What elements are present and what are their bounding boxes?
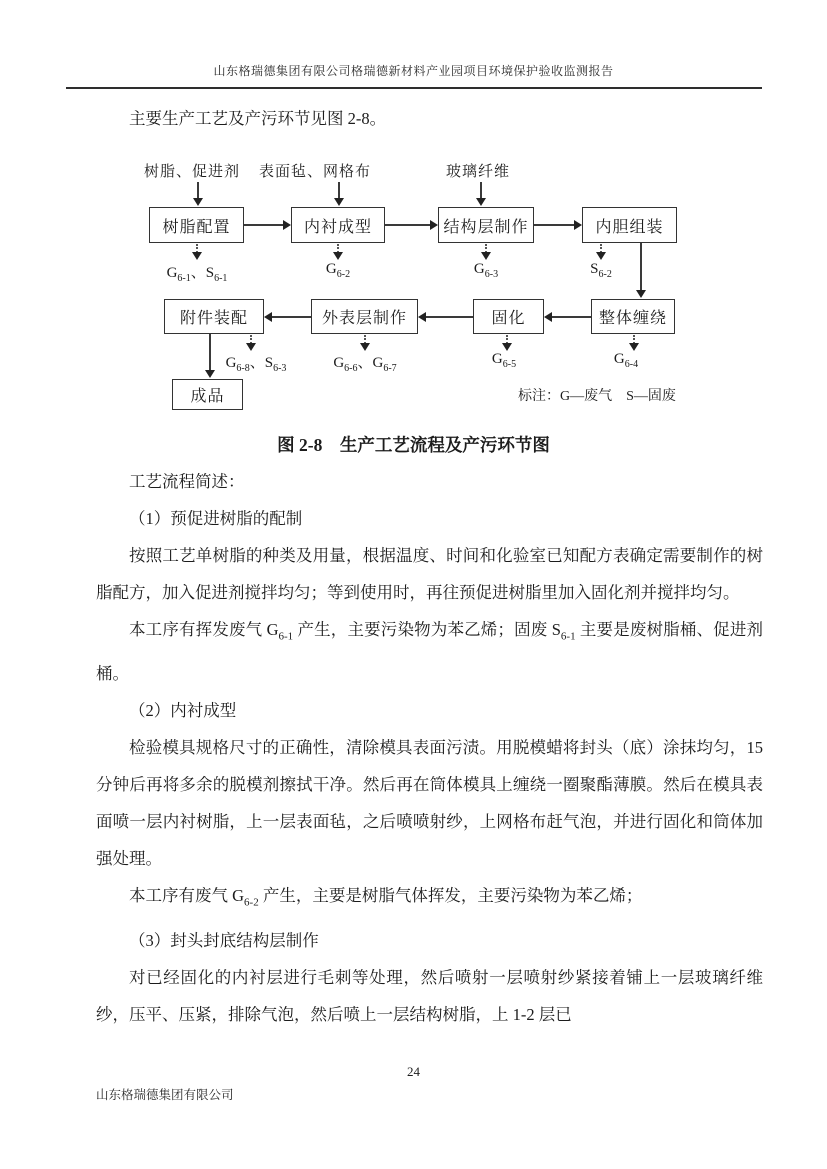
arrowhead-down-icon <box>481 252 491 260</box>
arrowhead-left-icon <box>264 312 272 322</box>
flowchart-legend-note: 标注：G—废气 S—固废 <box>518 389 676 404</box>
process-box-inner-tank-assembly: 内胆组装 <box>582 207 677 243</box>
emission-label: $G_{6-1}$、$S_{6-1}$ <box>166 265 228 284</box>
paragraph-step2-heading: （2）内衬成型 <box>129 701 237 721</box>
arrowhead-down-icon <box>360 343 370 351</box>
arrowhead-down-icon <box>333 252 343 260</box>
emission-label: $S_{6-2}$ <box>590 261 612 280</box>
arrowhead-down-icon <box>636 290 646 298</box>
emission-label: $G_{6-4}$ <box>613 351 639 370</box>
process-box-outer-layer: 外表层制作 <box>311 299 418 334</box>
process-box-resin-preparation: 树脂配置 <box>149 207 244 243</box>
arrowhead-down-icon <box>596 252 606 260</box>
arrowhead-down-icon <box>502 343 512 351</box>
arrowhead-down-icon <box>192 252 202 260</box>
paragraph-step1-text: 按照工艺单树脂的种类及用量，根据温度、时间和化验室已知配方表确定需要制作的树脂配方，加入促进剂搅拌均匀；等到使用时，再往预促进树脂里加入固化剂并搅拌均匀。 <box>96 546 763 602</box>
arrow-line <box>640 243 642 291</box>
arrowhead-down-icon <box>205 370 215 378</box>
input-label-glass-fiber: 玻璃纤维 <box>445 164 511 180</box>
arrow-line <box>480 182 482 199</box>
emission-label: $G_{6-8}$、$S_{6-3}$ <box>225 355 287 374</box>
input-label-surface-mat: 表面毡、网格布 <box>258 164 372 180</box>
arrowhead-right-icon <box>283 220 291 230</box>
arrowhead-down-icon <box>193 198 203 206</box>
arrowhead-right-icon <box>430 220 438 230</box>
arrow-line <box>244 224 283 226</box>
paragraph-step2-text: 检验模具规格尺寸的正确性，清除模具表面污渍。用脱模蜡将封头（底）涂抹均匀，15 分钟后再将多余的脱模剂擦拭干净。然后再在筒体模具上缠绕一圈聚酯薄膜。然后在模具表面喷一层内衬树脂，上一层表面毡，之后喷喷射纱，上网格布赶气泡，并进行固化和筒体加强处理。 <box>96 738 763 869</box>
arrowhead-down-icon <box>629 343 639 351</box>
paragraph-step2-emissions: 本工序有废气 $G_{6-2}$ 产生，主要是树脂气体挥发，主要污染物为苯乙烯； <box>129 886 643 909</box>
arrowhead-down-icon <box>476 198 486 206</box>
arrowhead-right-icon <box>574 220 582 230</box>
arrow-line <box>338 182 340 199</box>
header-rule <box>66 87 762 89</box>
process-box-liner-forming: 内衬成型 <box>291 207 385 243</box>
intro-paragraph: 主要生产工艺及产污环节见图 2-8。 <box>129 109 387 128</box>
input-label-resin-accelerator: 树脂、促进剂 <box>143 164 241 180</box>
arrow-line <box>552 316 591 318</box>
arrow-line <box>385 224 430 226</box>
arrowhead-left-icon <box>418 312 426 322</box>
paragraph-step3-text: 对已经固化的内衬层进行毛刺等处理，然后喷射一层喷射纱紧接着铺上一层玻璃纤维纱，压平、压紧，排除气泡，然后喷上一层结构树脂，上 1-2 层已 <box>96 967 763 1024</box>
process-box-finished-product: 成品 <box>172 379 243 410</box>
page-header-title: 山东格瑞德集团有限公司格瑞德新材料产业园项目环境保护验收监测报告 <box>213 64 614 78</box>
emission-label: $G_{6-3}$ <box>473 261 499 280</box>
emission-label: $G_{6-2}$ <box>325 261 351 280</box>
process-box-curing: 固化 <box>473 299 544 334</box>
process-box-overall-winding: 整体缠绕 <box>591 299 675 334</box>
page-number: 24 <box>407 1064 420 1079</box>
arrowhead-down-icon <box>246 343 256 351</box>
body-text <box>96 463 763 1033</box>
process-box-accessory-assembly: 附件装配 <box>164 299 264 334</box>
footer-company: 山东格瑞德集团有限公司 <box>96 1088 234 1102</box>
paragraph-step1-emissions: 本工序有挥发废气 $G_{6-1}$ 产生，主要污染物为苯乙烯；固废 $S_{6-1}$ 主要是废树脂桶、促进剂桶。 <box>96 620 764 684</box>
arrow-line <box>534 224 574 226</box>
paragraph-process-summary: 工艺流程简述： <box>129 472 245 491</box>
emission-label: $G_{6-6}$、$G_{6-7}$ <box>333 355 397 374</box>
emission-label: $G_{6-5}$ <box>491 351 517 370</box>
arrow-line <box>209 334 211 371</box>
process-flowchart <box>0 155 827 427</box>
paragraph-step1-heading: （1）预促进树脂的配制 <box>129 509 303 528</box>
arrowhead-down-icon <box>334 198 344 206</box>
arrowhead-left-icon <box>544 312 552 322</box>
arrow-line <box>272 316 311 318</box>
arrow-line <box>197 182 199 199</box>
figure-caption: 图 2-8 生产工艺流程及产污环节图 <box>277 435 550 455</box>
arrow-line <box>426 316 473 318</box>
process-box-structural-layer: 结构层制作 <box>438 207 534 243</box>
paragraph-step3-heading: （3）封头封底结构层制作 <box>129 930 319 950</box>
